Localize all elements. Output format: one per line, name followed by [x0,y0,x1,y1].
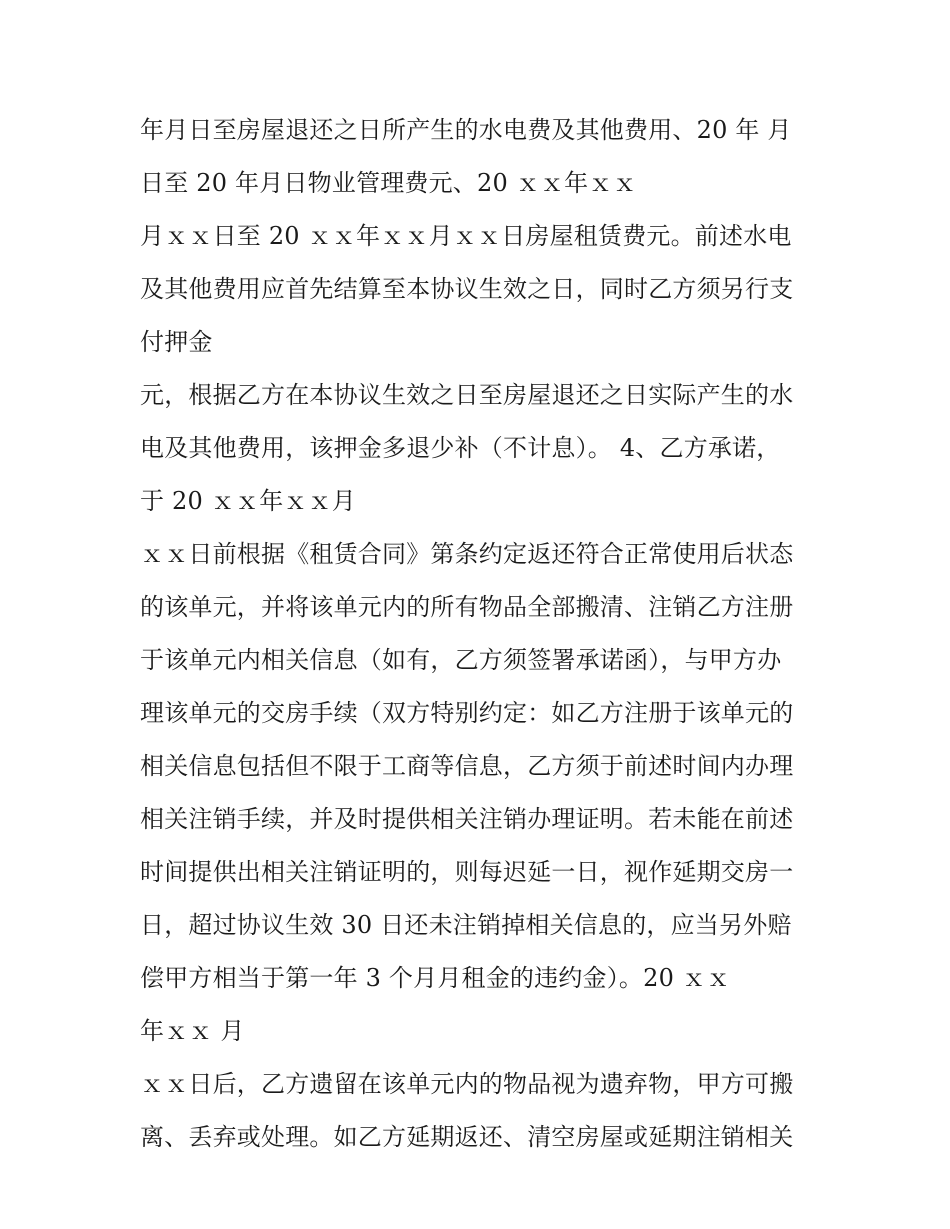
text-line: 日至 20 年月日物业管理费元、20 ｘｘ年ｘｘ [140,169,637,197]
text-line: 于该单元内相关信息（如有，乙方须签署承诺函），与甲方办 [140,646,782,674]
text-line: 于 20 ｘｘ年ｘｘ月 [140,487,356,515]
text-line: ｘｘ日后，乙方遗留在该单元内的物品视为遗弃物，甲方可搬 [140,1070,794,1098]
text-line: 的该单元，并将该单元内的所有物品全部搬清、注销乙方注册 [140,593,794,621]
text-line: 离、丢弃或处理。如乙方延期返还、清空房屋或延期注销相关 [140,1123,794,1151]
text-line: 及其他费用应首先结算至本协议生效之日，同时乙方须另行支 [140,275,794,303]
text-line: 付押金 [140,328,213,356]
text-line: 年ｘｘ 月 [140,1017,245,1045]
contract-body-text [140,110,820,1170]
text-line: 元，根据乙方在本协议生效之日至房屋退还之日实际产生的水 [140,381,794,409]
text-line: 相关注销手续，并及时提供相关注销办理证明。若未能在前述 [140,805,794,833]
text-line: 年月日至房屋退还之日所产生的水电费及其他费用、20 年 月 [140,116,792,144]
text-line: 时间提供出相关注销证明的，则每迟延一日，视作延期交房一 [140,858,794,886]
text-line: 相关信息包括但不限于工商等信息，乙方须于前述时间内办理 [140,752,794,780]
text-line: 理该单元的交房手续（双方特别约定：如乙方注册于该单元的 [140,699,794,727]
text-line: 日，超过协议生效 30 日还未注销掉相关信息的，应当另外赔 [140,911,792,939]
text-line: 电及其他费用，该押金多退少补（不计息）。 4、乙方承诺， [140,434,781,462]
text-line: 偿甲方相当于第一年 3 个月月租金的违约金）。20 ｘｘ [140,964,731,992]
text-line: 月ｘｘ日至 20 ｘｘ年ｘｘ月ｘｘ日房屋租赁费元。前述水电 [140,222,792,250]
text-line: ｘｘ日前根据《租赁合同》第条约定返还符合正常使用后状态 [140,540,794,568]
